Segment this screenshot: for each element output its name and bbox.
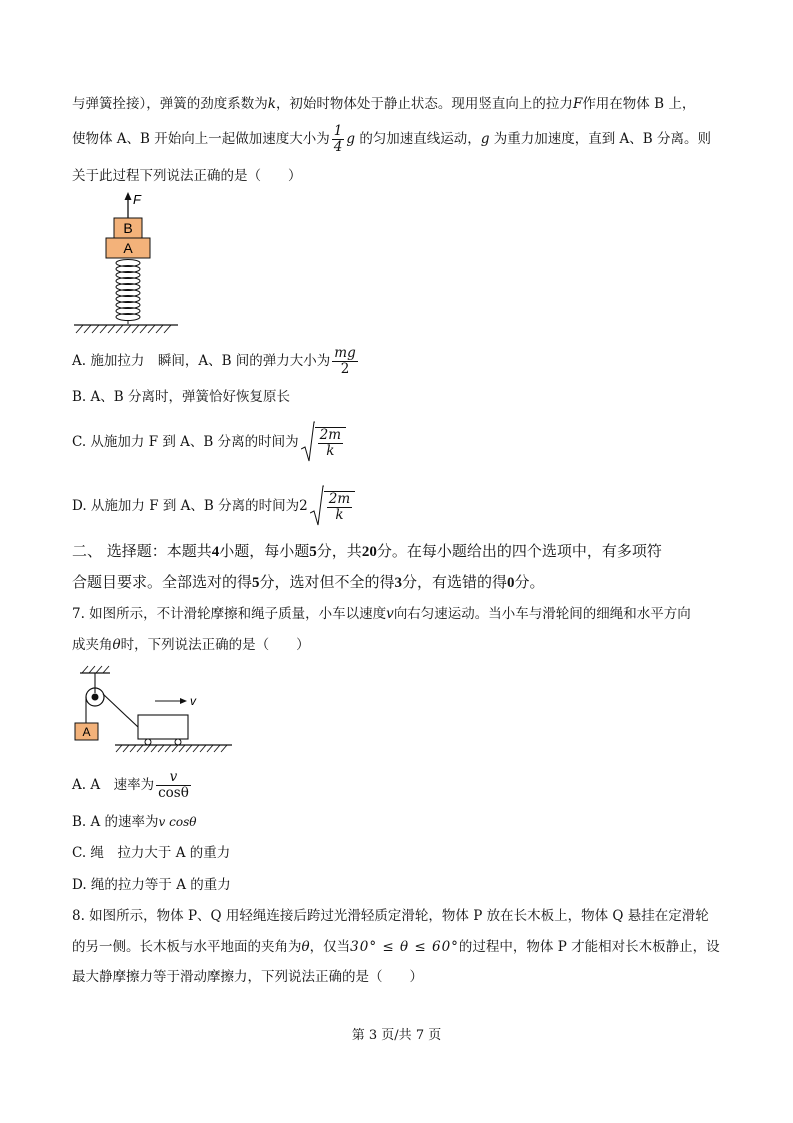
- block-B-label: B: [123, 220, 133, 236]
- radical-sign: [310, 485, 324, 529]
- bold-number: 5: [252, 575, 260, 591]
- spring-blocks-figure: [70, 190, 185, 340]
- frac-den: k: [335, 507, 344, 523]
- sqrt-fraction: [324, 491, 355, 523]
- coefficient: 2: [299, 498, 308, 514]
- block-A-label: A: [123, 240, 133, 256]
- q7-option-D: D. 绳的拉力等于 A 的重力: [72, 877, 231, 893]
- var-g: g: [346, 131, 356, 147]
- spring: [116, 260, 140, 325]
- fraction-1-4: [332, 124, 345, 155]
- q6-text: 使物体 A、B 开始向上一起做加速度大小为: [72, 131, 330, 147]
- q8-line-1: 8. 如图所示，物体 P、Q 用轻绳连接后跨过光滑轻质定滑轮，物体 P 放在长木板上，物体 Q 悬挂在定滑轮: [72, 908, 709, 924]
- q6-text: 作用在物体 B 上，: [582, 96, 696, 112]
- q6-option-D: [72, 484, 357, 529]
- ceiling-hatch: [82, 666, 109, 673]
- force-arrow-head: [125, 192, 132, 200]
- bold-number: 4: [211, 544, 220, 560]
- option-text: D. 从施加力 F 到 A、B 分离的时间为: [72, 498, 300, 514]
- var-v: v: [386, 606, 394, 622]
- velocity-arrow-head: [180, 698, 187, 704]
- q6-text: 为重力加速度，直到 A、B 分离。则: [493, 131, 712, 147]
- q6-text: 与弹簧拴接），弹簧的劲度系数为: [72, 96, 268, 112]
- var-theta: θ: [112, 637, 121, 653]
- option-text: C. 从施加力 F 到 A、B 分离的时间为: [72, 434, 299, 450]
- fraction-mg-2: [332, 346, 357, 377]
- section-text: 小题，每小题: [219, 542, 310, 560]
- sqrt-fraction: [315, 427, 346, 459]
- q7-line-2: [72, 635, 310, 655]
- q6-option-C: [72, 420, 348, 465]
- option-text: A. 施加拉力 瞬间，A、B 间的弹力大小为: [72, 353, 331, 369]
- var-F: F: [572, 96, 583, 112]
- angle-range: 30° ≤ θ ≤ 60°: [350, 939, 459, 955]
- cart: [138, 715, 188, 739]
- frac-den: cosθ: [158, 785, 189, 801]
- option-text: A. A 速率为: [72, 777, 155, 793]
- block-A-label: A: [82, 725, 91, 739]
- q6-line-2: [72, 124, 711, 155]
- q6-option-A: [72, 346, 360, 377]
- section-2-line-1: [72, 541, 662, 562]
- frac-num: mg: [334, 345, 356, 361]
- rope-slanted: [103, 694, 138, 727]
- q6-line-3: 关于此过程下列说法正确的是（ ）: [72, 168, 302, 184]
- ground-hatch: [76, 325, 171, 333]
- q7-text: 7. 如图所示，不计滑轮摩擦和绳子质量，小车以速度: [72, 606, 387, 622]
- frac-num: 1: [333, 123, 343, 139]
- section-text: 二、 选择题：本题共: [72, 542, 212, 560]
- q8-text: 的另一侧。长木板与水平地面的夹角为: [72, 939, 302, 955]
- pulley-cart-figure: [70, 665, 240, 757]
- bold-number: 3: [394, 575, 403, 591]
- frac-den: 2: [340, 361, 350, 377]
- sqrt-expression: [310, 485, 357, 529]
- q8-line-3: 最大静摩擦力等于滑动摩擦力，下列说法正确的是（ ）: [72, 969, 423, 985]
- q7-option-B: [72, 812, 196, 832]
- cart-wheel: [145, 739, 151, 745]
- var-g: g: [480, 131, 490, 147]
- section-text: 合题目要求。全部选对的得: [72, 573, 253, 591]
- frac-den: 4: [333, 139, 343, 155]
- q8-line-2: [72, 937, 720, 957]
- var-theta: θ: [301, 939, 310, 955]
- ground-hatch: [116, 745, 227, 752]
- q6-text: ，初始时物体处于静止状态。现用竖直向上的拉力: [275, 96, 573, 112]
- section-text: 分。: [514, 573, 545, 591]
- q7-line-1: [72, 604, 691, 624]
- frac-num: v: [156, 770, 191, 786]
- q7-text: 时，下列说法正确的是（ ）: [120, 637, 310, 653]
- q7-option-C: C. 绳 拉力大于 A 的重力: [72, 845, 231, 861]
- q7-option-A: [72, 770, 193, 801]
- q8-text: ，仅当: [309, 939, 351, 955]
- expression: v cosθ: [158, 815, 197, 829]
- section-text: 分，选对但不全的得: [259, 573, 395, 591]
- section-2-line-2: [72, 572, 545, 593]
- q7-text: 成夹角: [72, 637, 113, 653]
- bold-number: 20: [361, 544, 377, 560]
- velocity-label: v: [190, 694, 196, 708]
- section-text: 分。在每小题给出的四个选项中，有多项符: [376, 542, 662, 560]
- sqrt-expression: [301, 421, 348, 465]
- pulley-axle: [92, 694, 99, 701]
- section-text: 分，共: [316, 542, 362, 560]
- q8-text: 的过程中，物体 P 才能相对长木板静止，设: [458, 939, 720, 955]
- frac-num: 2m: [319, 427, 342, 443]
- option-text: B. A 的速率为: [72, 814, 159, 830]
- bold-number: 0: [507, 575, 515, 591]
- frac-den: k: [326, 443, 335, 459]
- q6-option-B: B. A、B 分离时，弹簧恰好恢复原长: [72, 389, 290, 405]
- frac-num: 2m: [328, 491, 351, 507]
- var-k: k: [267, 96, 276, 112]
- q6-text: 的匀加速直线运动，: [359, 131, 481, 147]
- fraction-v-cos: [156, 770, 191, 801]
- page-footer: 第 3 页/共 7 页: [351, 1028, 442, 1043]
- q7-text: 向右匀速运动。当小车与滑轮间的细绳和水平方向: [393, 606, 691, 622]
- bold-number: 5: [309, 544, 317, 560]
- section-text: 分，有选错的得: [402, 573, 508, 591]
- force-label: F: [133, 192, 141, 207]
- radical-sign: [301, 421, 315, 465]
- q6-line-1: [72, 94, 695, 114]
- cart-wheel: [175, 739, 181, 745]
